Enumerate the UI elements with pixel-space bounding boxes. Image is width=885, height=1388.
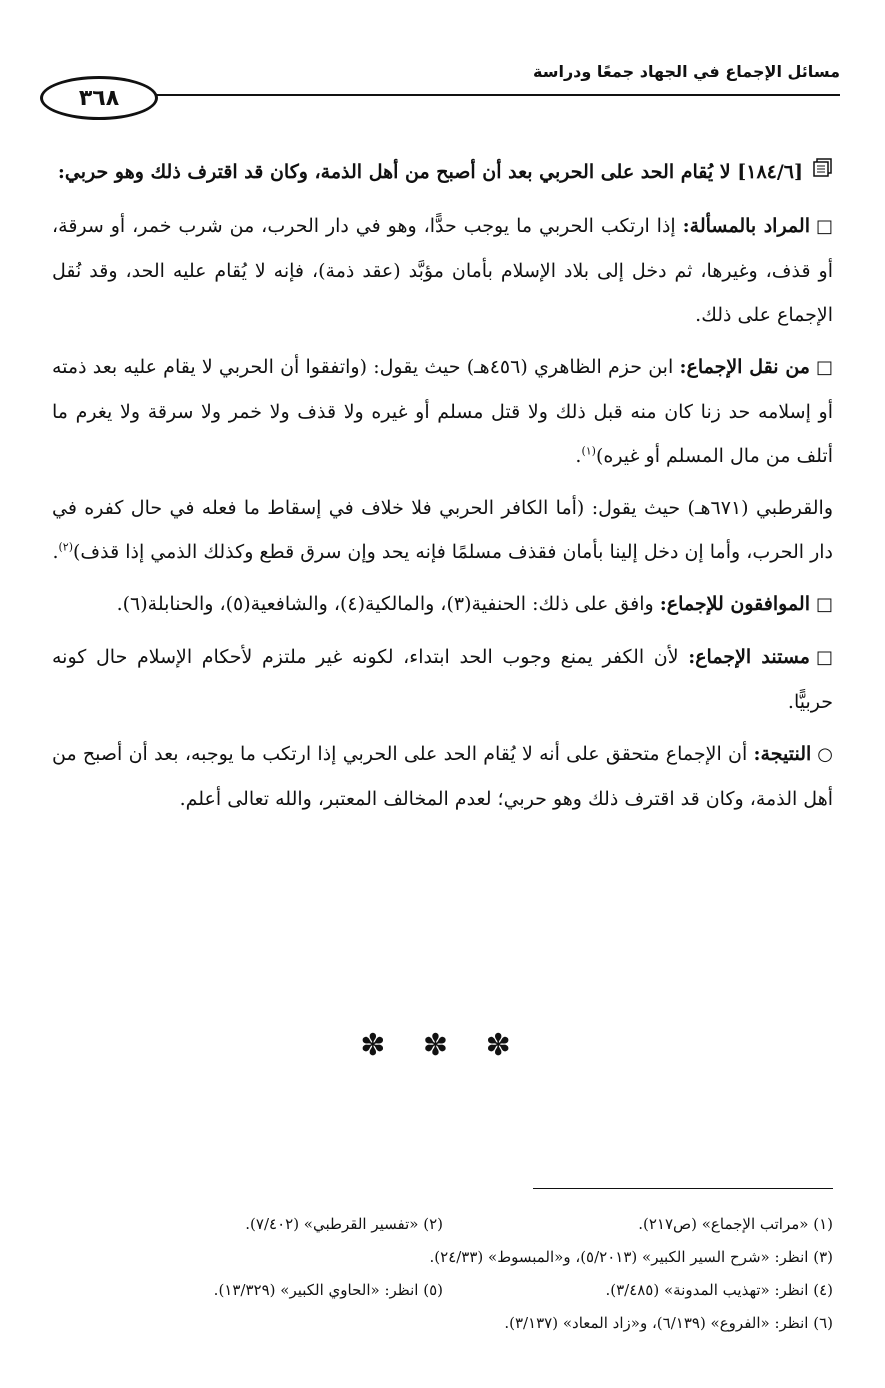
paragraph-qurtubi [52,486,833,574]
issue-heading [52,150,833,194]
footnote-2: (٢) «تفسير القرطبي» (٧/٤٠٢). [245,1215,443,1233]
footnote-row [52,1307,833,1340]
footnote-ref: (٢) [58,540,74,554]
paragraph-transmitters [52,345,833,478]
paragraph-result [52,732,833,821]
issue-title: [١٨٤/٦] لا يُقام الحد على الحربي بعد أن أصبح من أهل الذمة، وكان قد اقترف ذلك وهو حربي: [57,161,803,183]
book-stack-icon [811,150,833,194]
footnote-4: (٤) انظر: «تهذيب المدونة» (٣/٤٨٥). [605,1281,833,1299]
paragraph-lead: المراد بالمسألة: [682,215,810,237]
footnote-5: (٥) انظر: «الحاوي الكبير» (١٣/٣٢٩). [213,1281,443,1299]
square-bullet-icon: □ [815,357,833,378]
paragraph-body: لأن الكفر يمنع وجوب الحد ابتداء، لكونه غير ملتزم لأحكام الإسلام حال كونه حربيًّا. [52,646,833,713]
square-bullet-icon: □ [815,647,833,668]
circle-bullet-icon: ○ [817,744,833,765]
footnote-1: (١) «مراتب الإجماع» (ص٢١٧). [638,1215,833,1233]
paragraph-agreeing [52,582,833,627]
footnote-row [52,1241,833,1274]
paragraph-body: والقرطبي (٦٧١هـ) حيث يقول: (أما الكافر الحربي فلا خلاف في إسقاط ما فعله في حال كفره في دار الحرب، وأما إن دخل إلينا بأمان فقذف مسلمًا فإنه يحد وإن سرق قطع وكذلك الذمي إذا قذف) [52,497,833,563]
paragraph-body: ابن حزم الظاهري (٤٥٦هـ) حيث يقول: (واتفقوا أن الحربي لا يقام عليه بعد ذمته أو إسلامه حد زنا كان منه قبل ذلك ولا قتل مسلم أو غيره ولا قذف ولا خمر ولا سرقة ولا يغرم ما أتلف من مال المسلم أو غيره) [52,356,833,467]
running-title: مسائل الإجماع في الجهاد جمعًا ودراسة [533,62,840,81]
paragraph-meaning [52,204,833,337]
paragraph-basis [52,635,833,724]
square-bullet-icon: □ [815,216,833,237]
paragraph-lead: الموافقون للإجماع: [659,593,810,615]
paragraph-lead: من نقل الإجماع: [679,356,810,378]
paragraph-body: أن الإجماع متحقق على أنه لا يُقام الحد على الحربي إذا ارتكب ما يوجبه، بعد أن أصبح من أهل الذمة، وكان قد اقترف ذلك وهو حربي؛ لعدم المخالف المعتبر، والله تعالى أعلم. [52,743,833,810]
footnote-3: (٣) انظر: «شرح السير الكبير» (٥/٢٠١٣)، و«المبسوط» (٢٤/٣٣). [429,1248,833,1266]
footnote-row [52,1208,833,1241]
footnote-row [52,1274,833,1307]
paragraph-lead: مستند الإجماع: [688,646,810,668]
paragraph-body: وافق على ذلك: الحنفية(٣)، والمالكية(٤)، والشافعية(٥)، والحنابلة(٦). [116,593,660,615]
page-number: ٣٦٨ [40,76,158,120]
header-rule [120,94,840,96]
footnote-6: (٦) انظر: «الفروع» (٦/١٣٩)، و«زاد المعاد» (٣/١٣٧). [504,1314,833,1332]
footnote-ref: (١) [581,444,596,458]
paragraph-lead: النتيجة: [753,743,812,765]
paragraph-tail: . [52,541,59,563]
footnotes [52,1208,833,1340]
page-header [40,52,840,122]
square-bullet-icon: □ [815,594,833,615]
footnote-rule [533,1188,833,1189]
paragraph-tail: . [575,445,582,467]
main-text [52,150,833,829]
paragraph-body: إذا ارتكب الحربي ما يوجب حدًّا، وهو في دار الحرب، من شرب خمر، أو سرقة، أو قذف، وغيرها، ثم دخل إلى بلاد الإسلام بأمان مؤبَّد (عقد ذمة)، فإنه لا يُقام عليه الحد، وقد نُقل الإجماع على ذلك. [52,215,833,326]
section-divider-ornament: ✽ ✽ ✽ [360,1028,525,1063]
